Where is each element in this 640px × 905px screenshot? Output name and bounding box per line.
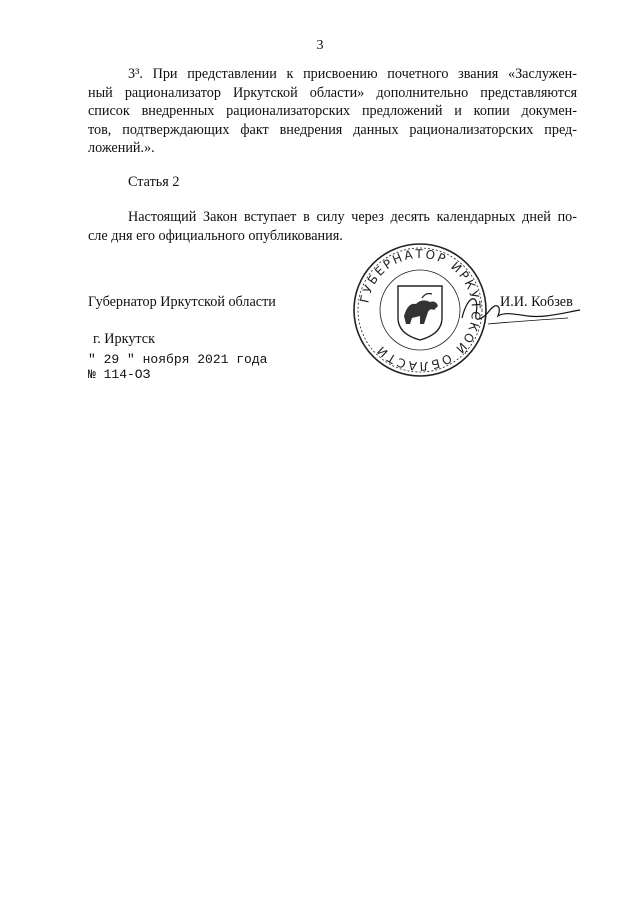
law-number: № 114-ОЗ	[88, 367, 151, 382]
city: г. Иркутск	[93, 331, 155, 347]
text-line: тов, подтверждающих факт внедрения данных рационализаторских пред-	[88, 121, 577, 138]
page-number: 3	[316, 38, 324, 53]
text-line: ложений.».	[88, 140, 155, 157]
article-heading: Статья 2	[128, 174, 180, 190]
signer-position: Губернатор Иркутской области	[88, 294, 276, 310]
text-line: 3³. При представлении к присвоению почетного звания «Заслужен-	[128, 66, 577, 82]
text-line: ный рационализатор Иркутской области» дополнительно представляются	[88, 84, 577, 101]
paragraph-amendment	[88, 65, 577, 158]
text-line: сле дня его официального опубликования.	[88, 227, 343, 244]
paragraph-entry-into-force	[88, 208, 577, 245]
text-line: Настоящий Закон вступает в силу через десять календарных дней по-	[128, 209, 577, 225]
date-stamp: " 29 " ноября 2021 года	[88, 352, 268, 367]
signer-name: И.И. Кобзев	[500, 294, 573, 310]
seal-text: ГУБЕРНАТОР ИРКУТСКОЙ ОБЛАСТИ	[357, 246, 484, 374]
text-line: список внедренных рационализаторских предложений и копии докумен-	[88, 103, 577, 120]
